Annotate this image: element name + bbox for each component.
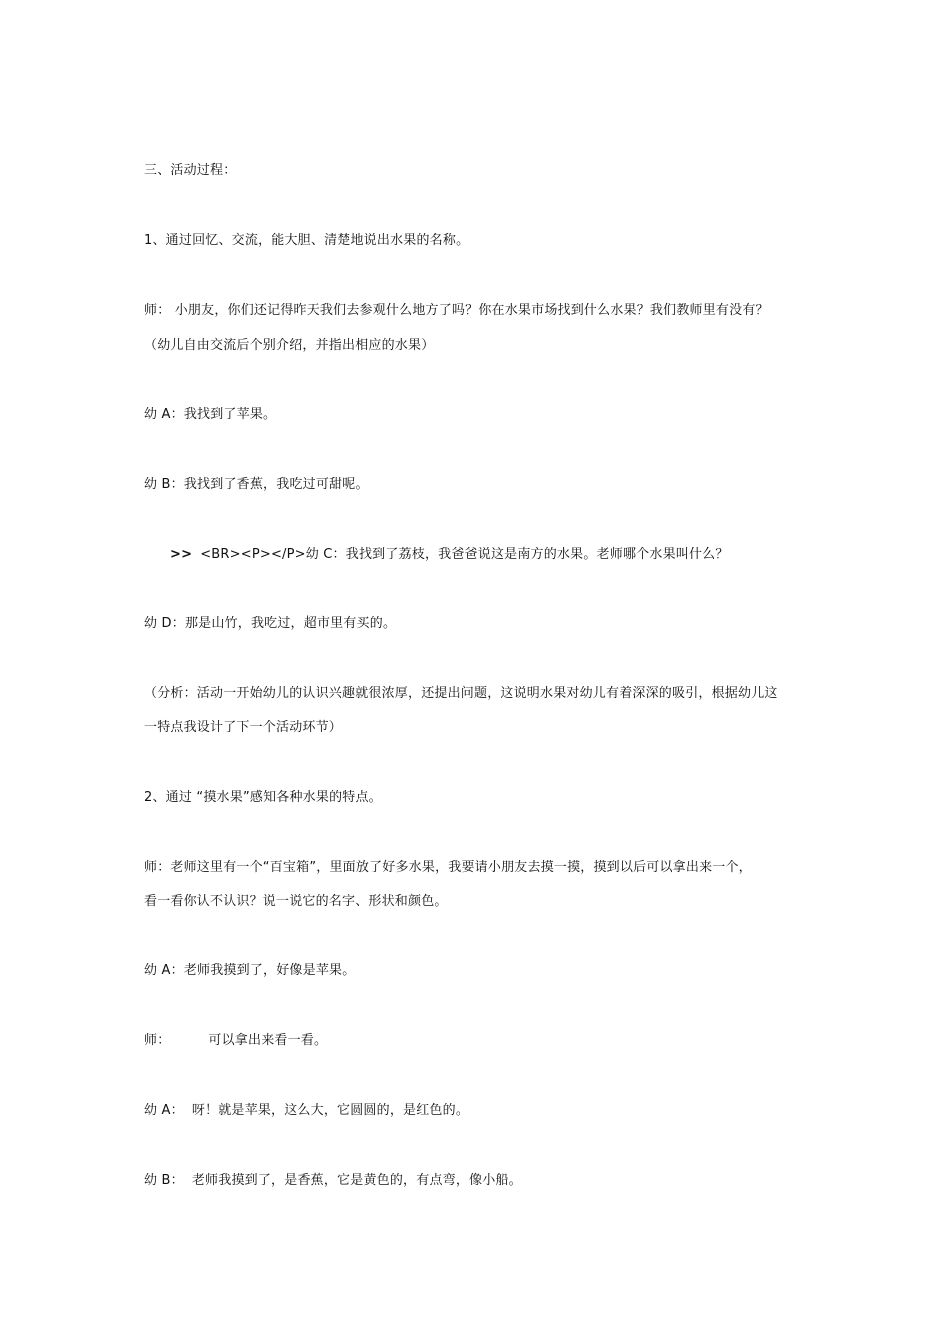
quote-marker: >>: [170, 547, 193, 562]
analysis-line-1: （分析：活动一开始幼儿的认识兴趣就很浓厚，还提出问题，这说明水果对幼儿有着深深的吸引，根据幼儿这: [144, 686, 778, 701]
teacher-instruction-line-1: 师：老师这里有一个“百宝箱”，里面放了好多水果，我要请小朋友去摸一摸，摸到以后可以拿出来一个，: [144, 860, 752, 875]
teacher-question-line-1: 师： 小朋友，你们还记得昨天我们去参观什么地方了吗？你在水果市场找到什么水果？我们教师里有没有？: [144, 303, 769, 318]
child-a-reply-3: [144, 1102, 469, 1120]
child-a-label: 幼 A：: [144, 1103, 184, 1118]
teacher-label: 师：: [144, 1033, 171, 1048]
section-heading: 三、活动过程：: [144, 163, 237, 178]
child-b-reply-2-text: 老师我摸到了，是香蕉，它是黄色的，有点弯，像小船。: [191, 1173, 522, 1188]
teacher-reply-text: 可以拿出来看一看。: [208, 1033, 328, 1048]
child-a-reply-2: 幼 A：老师我摸到了，好像是苹果。: [144, 963, 356, 978]
child-c-text: <BR><P></P>幼 C：我找到了荔枝，我爸爸说这是南方的水果。老师哪个水果叫什么？: [200, 547, 729, 562]
child-c-reply-1: [170, 546, 729, 564]
child-a-reply-3-text: 呀！就是苹果，这么大，它圆圆的，是红色的。: [191, 1103, 470, 1118]
step-2-title: 2、通过 “摸水果”感知各种水果的特点。: [144, 790, 382, 805]
teacher-instruction-line-2: 看一看你认不认识？说一说它的名字、形状和颜色。: [144, 894, 448, 909]
child-d-reply-1: 幼 D：那是山竹，我吃过，超市里有买的。: [144, 616, 397, 631]
child-b-reply-1: 幼 B：我找到了香蕉，我吃过可甜呢。: [144, 477, 369, 492]
analysis-line-2: 一特点我设计了下一个活动环节）: [144, 720, 343, 735]
child-b-reply-2: [144, 1172, 522, 1190]
child-a-reply-1: 幼 A：我找到了苹果。: [144, 407, 277, 422]
child-b-label: 幼 B：: [144, 1173, 184, 1188]
teacher-question-line-2: （幼儿自由交流后个别介绍，并指出相应的水果）: [144, 338, 435, 353]
teacher-reply: [144, 1032, 327, 1050]
step-1-title: 1、通过回忆、交流，能大胆、清楚地说出水果的名称。: [144, 233, 470, 248]
